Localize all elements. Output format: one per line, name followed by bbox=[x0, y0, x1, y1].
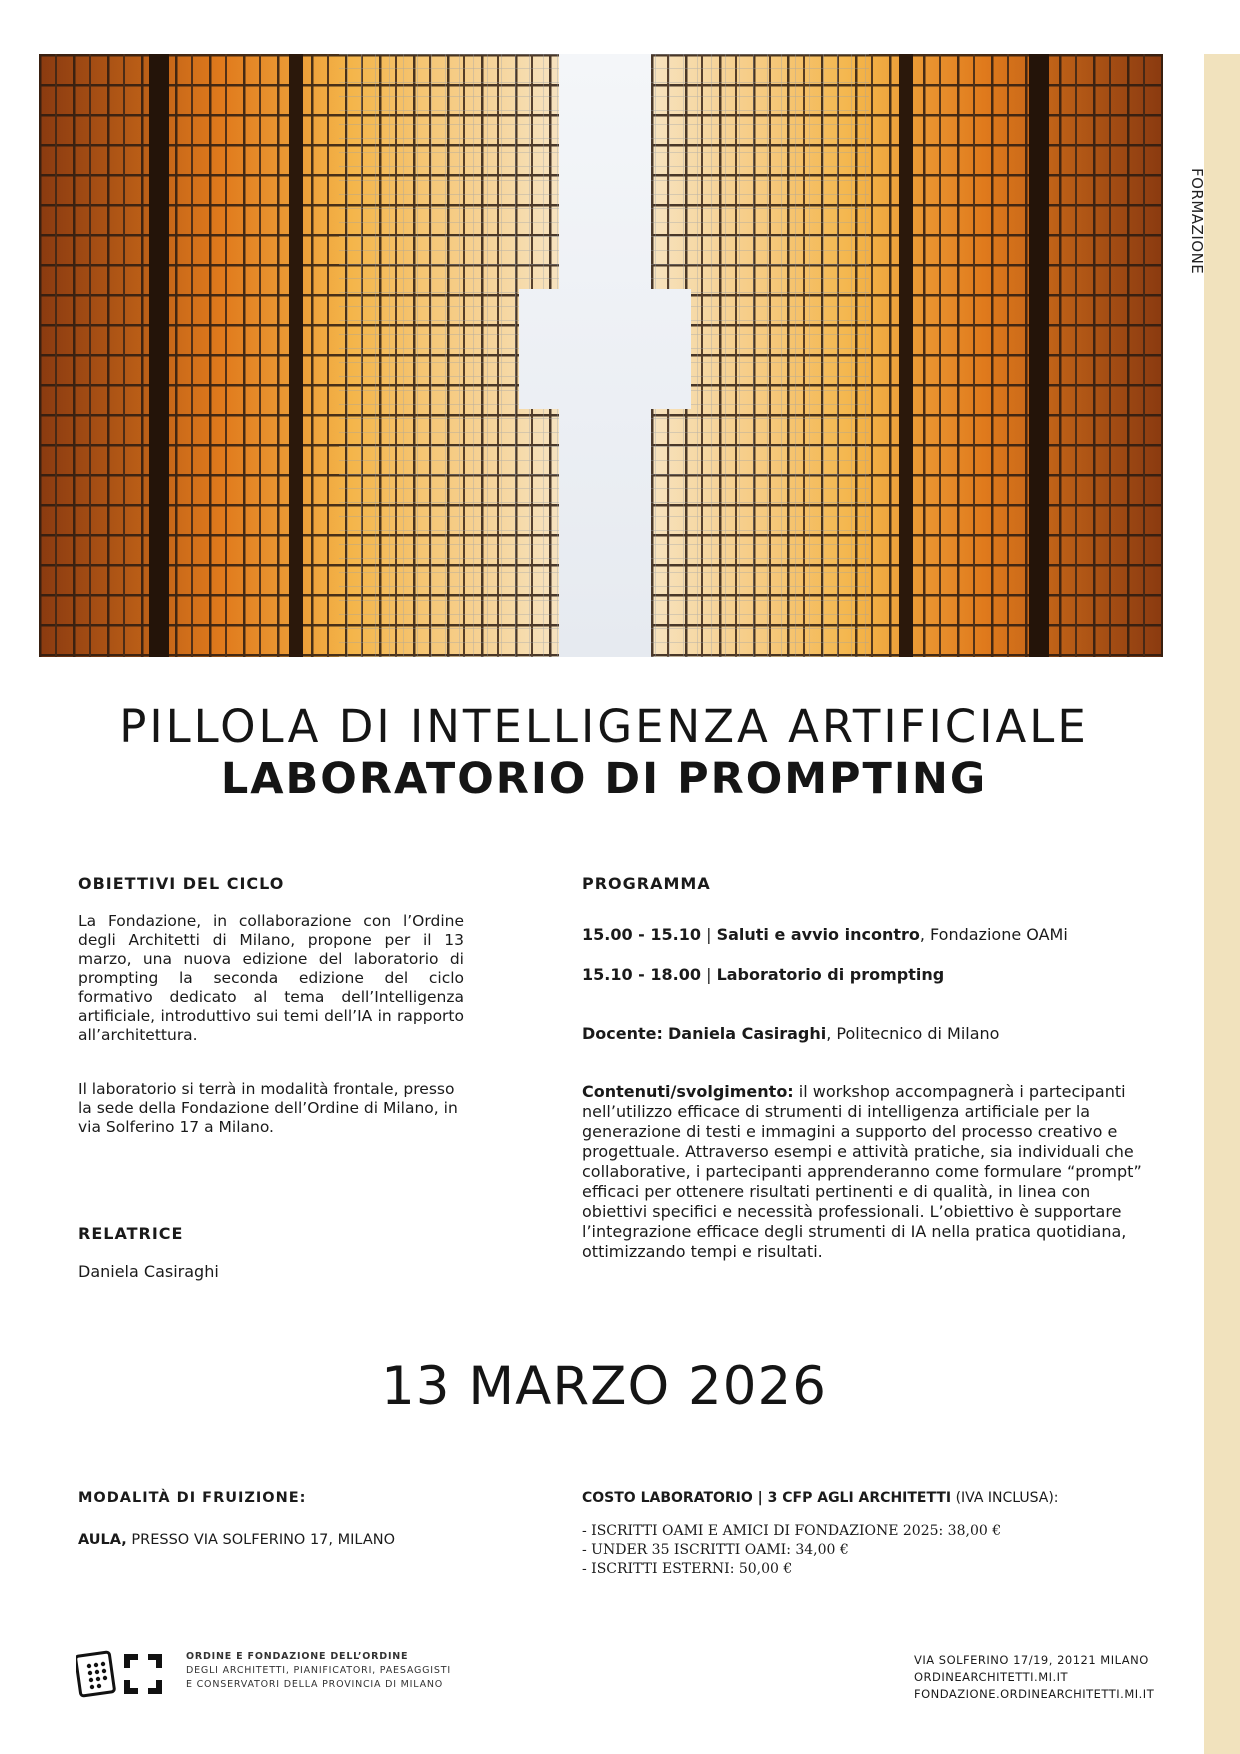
fruizione-heading: MODALITÀ DI FRUIZIONE: bbox=[78, 1490, 307, 1506]
docente-line bbox=[582, 1024, 999, 1043]
title-line-1: PILLOLA DI INTELLIGENZA ARTIFICIALE bbox=[119, 700, 1089, 753]
docente-name: Daniela Casiraghi bbox=[668, 1024, 827, 1043]
obiettivi-heading: OBIETTIVI DEL CICLO bbox=[78, 874, 285, 893]
skyscrapers-photo-icon bbox=[39, 54, 1163, 657]
obiettivi-paragraph-1: La Fondazione, in collaborazione con l’Ordine degli Architetti di Milano, propone per il 13 marzo, una nuova edizione del laboratorio di prompting la seconda edizione del ciclo formativo dedicato al tema dell’Intelligenza artificiale, introduttivo sui temi dell’IA in rapporto all’architettura. bbox=[78, 912, 464, 1044]
contenuti-paragraph bbox=[582, 1082, 1142, 1262]
side-strip bbox=[1204, 54, 1240, 1754]
costo-list bbox=[582, 1522, 1001, 1579]
org-line-1: ORDINE E FONDAZIONE DELL’ORDINE bbox=[186, 1651, 409, 1662]
docente-label: Docente: bbox=[582, 1024, 663, 1043]
ordine-logo-icon bbox=[76, 1650, 172, 1698]
relatrice-heading: RELATRICE bbox=[78, 1224, 184, 1243]
costo-heading-rest: (IVA INCLUSA): bbox=[951, 1490, 1059, 1506]
fruizione-bold: AULA, bbox=[78, 1532, 127, 1548]
obiettivi-paragraph-2: Il laboratorio si terrà in modalità frontale, presso la sede della Fondazione dell’Ordine di Milano, in via Solferino 17 a Milano. bbox=[78, 1080, 458, 1136]
costo-item: - UNDER 35 ISCRITTI OAMI: 34,00 € bbox=[582, 1542, 849, 1558]
hero-image bbox=[39, 54, 1163, 657]
side-label: FORMAZIONE bbox=[1188, 168, 1206, 275]
programma-item bbox=[582, 965, 944, 984]
address: VIA SOLFERINO 17/19, 20121 MILANO bbox=[914, 1653, 1149, 1667]
title-line-2: LABORATORIO DI PROMPTING bbox=[220, 754, 988, 804]
programma-time: 15.00 - 15.10 bbox=[582, 925, 701, 944]
website-link[interactable]: ORDINEARCHITETTI.MI.IT bbox=[914, 1670, 1069, 1684]
costo-item: - ISCRITTI ESTERNI: 50,00 € bbox=[582, 1561, 793, 1577]
programma-heading: PROGRAMMA bbox=[582, 874, 711, 893]
fruizione-rest: PRESSO VIA SOLFERINO 17, MILANO bbox=[126, 1532, 396, 1548]
contenuti-label: Contenuti/svolgimento: bbox=[582, 1082, 794, 1101]
logo bbox=[76, 1650, 172, 1702]
docente-affiliation: , Politecnico di Milano bbox=[826, 1024, 1000, 1043]
costo-item: - ISCRITTI OAMI E AMICI DI FONDAZIONE 2025: 38,00 € bbox=[582, 1523, 1002, 1539]
event-date: 13 MARZO 2026 bbox=[381, 1356, 827, 1417]
costo-heading-bold: COSTO LABORATORIO | 3 CFP AGLI ARCHITETTI bbox=[582, 1490, 952, 1506]
contact-block bbox=[914, 1652, 1154, 1703]
org-line-3: E CONSERVATORI DELLA PROVINCIA DI MILANO bbox=[186, 1679, 444, 1690]
programma-item bbox=[582, 925, 1068, 944]
fruizione-text bbox=[78, 1532, 395, 1548]
org-line-2: DEGLI ARCHITETTI, PIANIFICATORI, PAESAGGISTI bbox=[186, 1665, 451, 1676]
programma-rest: , Fondazione OAMi bbox=[919, 925, 1068, 944]
relatrice-name: Daniela Casiraghi bbox=[78, 1262, 219, 1281]
organization-name bbox=[186, 1650, 451, 1692]
costo-heading bbox=[582, 1490, 1059, 1506]
foundation-website-link[interactable]: FONDAZIONE.ORDINEARCHITETTI.MI.IT bbox=[914, 1687, 1155, 1701]
programma-separator: | bbox=[701, 965, 717, 984]
programma-separator: | bbox=[701, 925, 717, 944]
programma-time: 15.10 - 18.00 bbox=[582, 965, 701, 984]
contenuti-text: il workshop accompagnerà i partecipanti nell’utilizzo efficace di strumenti di intelligenza artificiale per la generazione di testi e immagini a supporto del processo creativo e progettuale. Attraverso esempi e attività pratiche, sia individuali che collaborative, i partecipanti apprenderanno come formulare “prompt” efficaci per ottenere risultati pertinenti e di qualità, in linea con obiettivi specifici e necessità professionali. L’obiettivo è supportare l’integrazione efficace degli strumenti di IA nella pratica quotidiana, ottimizzando tempi e risultati. bbox=[582, 1082, 1142, 1261]
programma-title: Saluti e avvio incontro bbox=[716, 925, 920, 944]
programma-title: Laboratorio di prompting bbox=[716, 965, 945, 984]
